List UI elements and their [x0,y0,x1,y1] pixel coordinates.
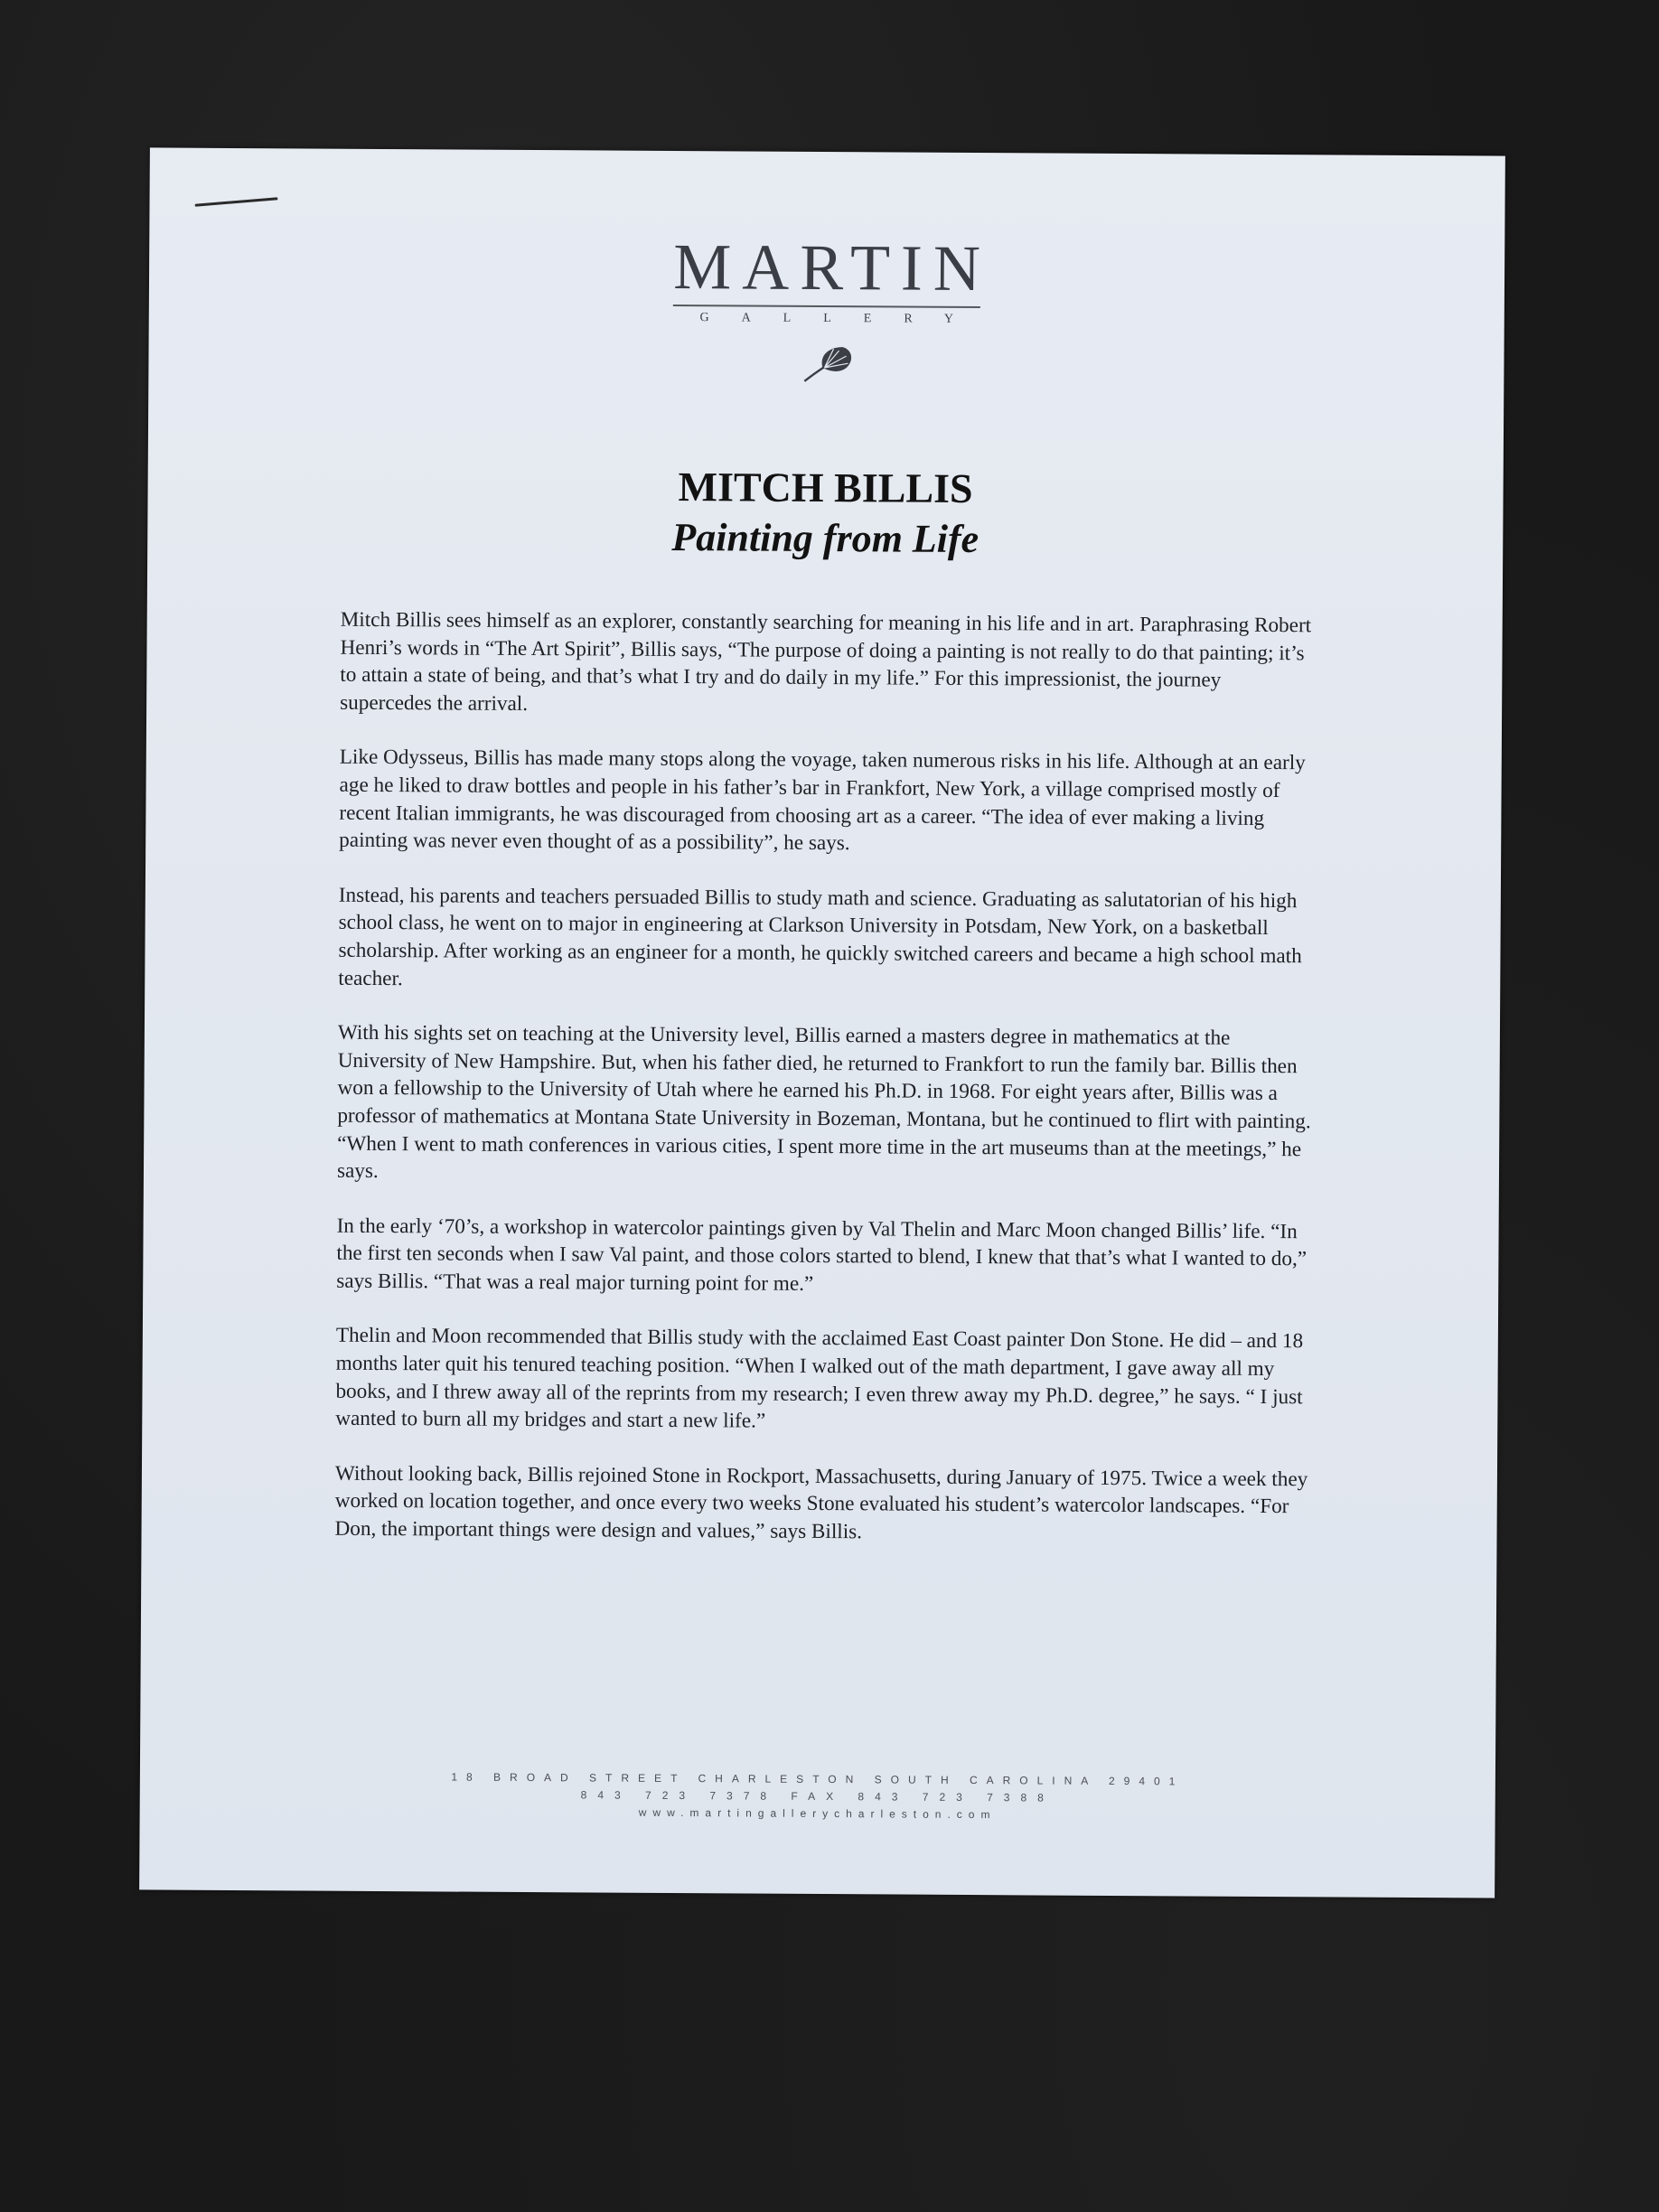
document-page [139,147,1505,1898]
paragraph: Thelin and Moon recommended that Billis study with the acclaimed East Coast painter Don Stone. He did – and 18 months later quit his tenured teaching position. “When I walked out of the math department, I gave away all my books, and I threw away all of the reprints from my research; I even threw away my Ph.D. degree,” he says. “ I just wanted to burn all my bridges and start a new life.” [335,1324,1304,1433]
logo-subtitle: GALLERY [699,311,987,327]
gallery-logo [148,230,1504,395]
letterhead-footer [140,1767,1495,1826]
ginkgo-leaf-icon [148,339,1504,395]
paragraph: Mitch Billis sees himself as an explorer, constantly searching for meaning in his life and in art. Paraphrasing Robert Henri’s words in “The Art Spirit”, Billis says, “The purpose of doing a painting is not really to do that painting; it’s to attain a state of being, and that’s what I try and do daily in my life.” For this impressionist, the journey supercedes the arrival. [340,607,1312,716]
logo-wordmark: MARTIN [673,230,992,305]
footer-phone: 843 723 7378 FAX 843 723 7388 [580,1788,1054,1804]
paragraph: Instead, his parents and teachers persuaded Billis to study math and science. Graduating as salutatorian of his high school class, he went on to major in engineering at Clarkson University in Potsdam, New York, on a basketball scholarship. After working as an engineer for a month, he quickly switched careers and became a high school math teacher. [338,883,1302,990]
paragraph: Like Odysseus, Billis has made many stops along the voyage, taken numerous risks in his life. Although at an early age he liked to draw bottles and people in his father’s bar in Frankfort, New York, a village comprised mostly of recent Italian immigrants, he was discouraged from choosing art as a career. “The idea of ever making a living painting was never even thought of as a possibility”, he says. [339,745,1306,856]
title-block [147,458,1504,567]
paragraph: In the early ‘70’s, a workshop in watercolor paintings given by Val Thelin and Marc Moon changed Billis’ life. “In the first ten seconds when I saw Val paint, and those colors started to blend, I knew that that’s what I wanted to do,” says Billis. “That was a real major turning point for me.” [336,1214,1308,1296]
page-subtitle: Painting from Life [671,514,979,562]
article-body [334,606,1316,1576]
logo-rule [673,305,980,308]
paragraph: With his sights set on teaching at the University level, Billis earned a masters degree in mathematics at the University of New Hampshire. But, when his father died, he returned to Frankfort to run the family bar. Billis then won a fellowship to the University of Utah where he earned his Ph.D. in 1968. For eight years after, Billis was a professor of mathematics at Montana State University in Bozeman, Montana, but he continued to flirt with painting. “When I went to math conferences in various cities, I spent more time in the art museums than at the meetings,” he says. [336,1020,1311,1184]
page-title: MITCH BILLIS [678,464,973,512]
paragraph: Without looking back, Billis rejoined Stone in Rockport, Massachusetts, during January of 1975. Twice a week they worked on location together, and once every two weeks Stone evaluated his student’s watercolor landscapes. “For Don, the important things were design and values,” says Billis. [334,1461,1308,1544]
pen-mark [195,197,278,206]
footer-website: www.martingallerycharleston.com [638,1805,997,1822]
footer-address: 18 BROAD STREET CHARLESTON SOUTH CAROLINA 29401 [451,1770,1185,1788]
